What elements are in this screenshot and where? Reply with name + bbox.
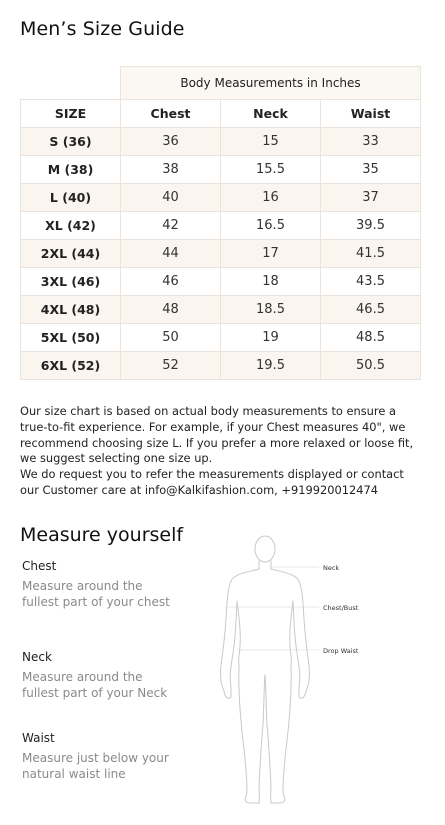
chest-cell: 50 (121, 324, 221, 352)
neck-cell: 15.5 (221, 156, 321, 184)
neck-cell: 19 (221, 324, 321, 352)
size-cell: L (40) (21, 184, 121, 212)
group-header: Body Measurements in Inches (121, 67, 421, 100)
table-row (21, 184, 421, 212)
chest-cell: 46 (121, 268, 221, 296)
table-row (21, 352, 421, 380)
size-cell: M (38) (21, 156, 121, 184)
body-outline-illustration (215, 535, 415, 815)
size-table (20, 66, 420, 380)
chest-column-header: Chest (121, 100, 221, 128)
chest-cell: 36 (121, 128, 221, 156)
info-paragraph: We do request you to refer the measurements displayed or contact our Customer care at info@Kalkifashion.com, +919920012474 (20, 467, 404, 497)
chest-cell: 44 (121, 240, 221, 268)
figure-label-chest: Chest/Bust (323, 604, 359, 612)
chest-cell: 38 (121, 156, 221, 184)
neck-label: Neck (22, 650, 52, 664)
waist-cell: 43.5 (321, 268, 421, 296)
size-cell: 5XL (50) (21, 324, 121, 352)
table-row (21, 324, 421, 352)
chest-cell: 40 (121, 184, 221, 212)
size-cell: 4XL (48) (21, 296, 121, 324)
waist-label: Waist (22, 731, 55, 745)
figure-label-waist: Drop Waist (323, 647, 359, 655)
size-cell: 2XL (44) (21, 240, 121, 268)
waist-cell: 35 (321, 156, 421, 184)
waist-cell: 50.5 (321, 352, 421, 380)
waist-cell: 33 (321, 128, 421, 156)
size-cell: S (36) (21, 128, 121, 156)
table-row (21, 296, 421, 324)
neck-cell: 17 (221, 240, 321, 268)
neck-cell: 19.5 (221, 352, 321, 380)
chest-cell: 42 (121, 212, 221, 240)
waist-cell: 46.5 (321, 296, 421, 324)
table-corner (21, 67, 121, 100)
neck-column-header: Neck (221, 100, 321, 128)
size-column-header: SIZE (21, 100, 121, 128)
body-figure (215, 535, 415, 815)
size-cell: XL (42) (21, 212, 121, 240)
chest-label: Chest (22, 559, 57, 573)
info-paragraph: Our size chart is based on actual body measurements to ensure a true-to-fit experience. For example, if your Chest measures 40", we recommend choosing size L. If you prefer a more relaxed or loose fit, we suggest selecting one size up. (20, 404, 414, 466)
waist-description: Measure just below your natural waist line (22, 751, 169, 781)
table-row (21, 268, 421, 296)
neck-cell: 16 (221, 184, 321, 212)
measure-section-title: Measure yourself (20, 524, 184, 546)
waist-cell: 41.5 (321, 240, 421, 268)
size-cell: 3XL (46) (21, 268, 121, 296)
neck-cell: 18.5 (221, 296, 321, 324)
chest-cell: 52 (121, 352, 221, 380)
table-row (21, 212, 421, 240)
waist-cell: 37 (321, 184, 421, 212)
neck-cell: 16.5 (221, 212, 321, 240)
size-info-text (20, 404, 425, 499)
page-title: Men’s Size Guide (20, 18, 185, 40)
neck-description: Measure around the fullest part of your Neck (22, 670, 168, 700)
neck-cell: 15 (221, 128, 321, 156)
table-row (21, 240, 421, 268)
waist-cell: 48.5 (321, 324, 421, 352)
size-cell: 6XL (52) (21, 352, 121, 380)
waist-cell: 39.5 (321, 212, 421, 240)
chest-description: Measure around the fullest part of your chest (22, 579, 170, 609)
table-row (21, 128, 421, 156)
table-row (21, 156, 421, 184)
chest-cell: 48 (121, 296, 221, 324)
waist-column-header: Waist (321, 100, 421, 128)
figure-label-neck: Neck (323, 564, 340, 572)
neck-cell: 18 (221, 268, 321, 296)
